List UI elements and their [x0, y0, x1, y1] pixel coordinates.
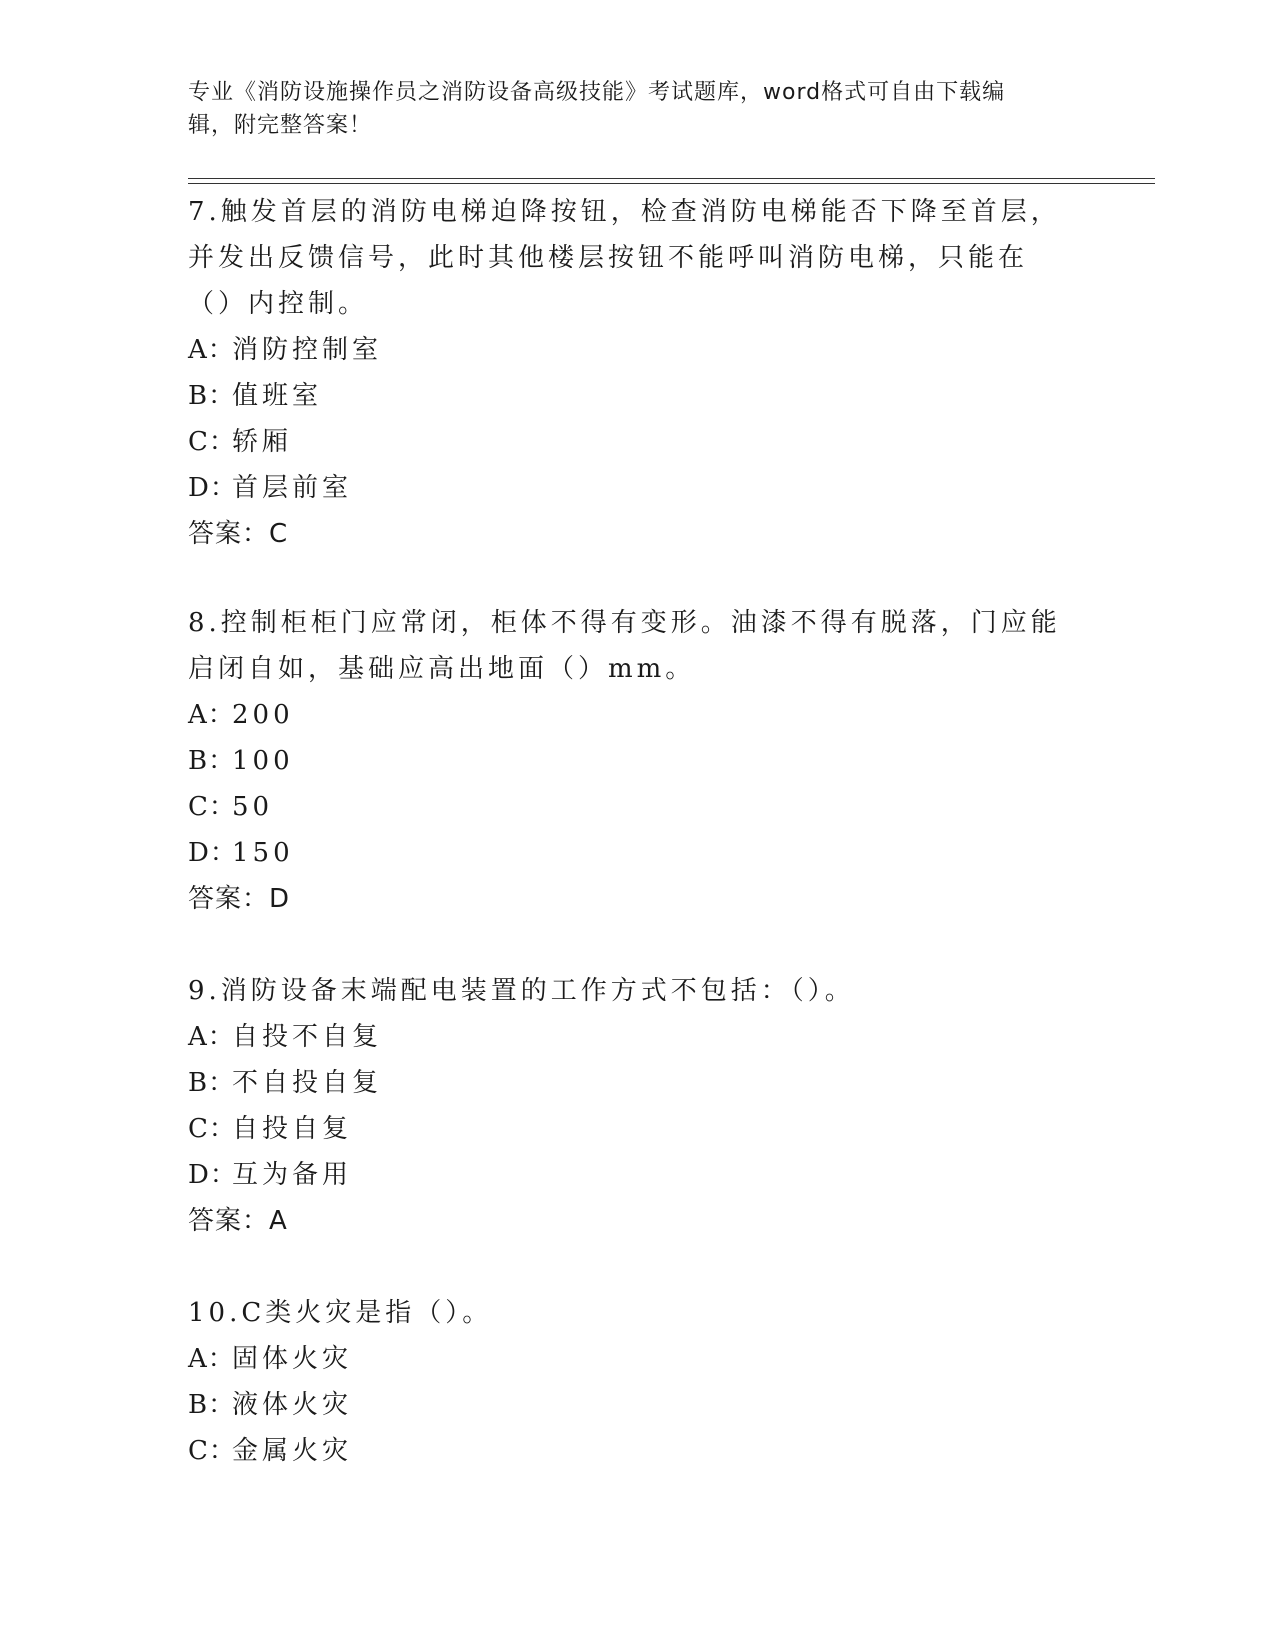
option-a	[188, 692, 1068, 738]
option-text: 200	[232, 700, 294, 730]
answer-line: 答案：D	[188, 884, 291, 914]
option-letter: C：	[188, 1114, 236, 1144]
option-a	[188, 1014, 1068, 1060]
option-a	[188, 1336, 1068, 1382]
question-8	[188, 600, 1068, 922]
option-letter: C：	[188, 792, 236, 822]
option-letter: A：	[188, 335, 235, 365]
question-stem: 10.C类火灾是指（）。	[188, 1298, 493, 1328]
option-text: 不自投自复	[232, 1068, 383, 1098]
question-stem: 9.消防设备末端配电装置的工作方式不包括：（）。	[188, 976, 855, 1006]
question-10	[188, 1290, 1068, 1474]
option-b	[188, 738, 1068, 784]
question-stem: 7.触发首层的消防电梯迫降按钮，检查消防电梯能否下降至首层，并发出反馈信号，此时其他楼层按钮不能呼叫消防电梯，只能在（）内控制。	[188, 197, 1061, 319]
option-c	[188, 1106, 1068, 1152]
option-d	[188, 1152, 1068, 1198]
option-text: 消防控制室	[232, 335, 383, 365]
option-letter: B：	[188, 381, 236, 411]
option-text: 自投不自复	[232, 1022, 383, 1052]
answer-line: 答案：A	[188, 1206, 288, 1236]
option-letter: A：	[188, 1344, 235, 1374]
option-c	[188, 784, 1068, 830]
option-b	[188, 1060, 1068, 1106]
header-line-1: 专业《消防设施操作员之消防设备高级技能》考试题库，word格式可自由下载编	[188, 80, 1006, 105]
option-text: 自投自复	[232, 1114, 353, 1144]
option-d	[188, 465, 1068, 511]
option-letter: D：	[188, 838, 237, 868]
option-letter: B：	[188, 1390, 236, 1420]
option-text: 金属火灾	[232, 1436, 353, 1466]
option-text: 150	[232, 838, 294, 868]
option-letter: D：	[188, 473, 237, 503]
option-text: 互为备用	[232, 1160, 353, 1190]
question-9	[188, 968, 1068, 1244]
option-letter: B：	[188, 1068, 236, 1098]
question-7	[188, 189, 1068, 557]
question-stem: 8.控制柜柜门应常闭，柜体不得有变形。油漆不得有脱落，门应能启闭自如，基础应高出地面（）mm。	[188, 608, 1061, 684]
header-line-2: 辑，附完整答案！	[188, 113, 373, 138]
option-text: 固体火灾	[232, 1344, 353, 1374]
option-d	[188, 830, 1068, 876]
option-letter: A：	[188, 1022, 235, 1052]
option-b	[188, 1382, 1068, 1428]
answer-line: 答案：C	[188, 519, 289, 549]
option-text: 液体火灾	[232, 1390, 353, 1420]
option-letter: A：	[188, 700, 235, 730]
option-c	[188, 419, 1068, 465]
document-header	[188, 76, 1068, 142]
option-text: 值班室	[232, 381, 323, 411]
header-divider-top	[188, 178, 1155, 179]
option-letter: D：	[188, 1160, 237, 1190]
option-letter: C：	[188, 1436, 236, 1466]
option-c	[188, 1428, 1068, 1474]
option-text: 轿厢	[232, 427, 293, 457]
header-divider-bottom	[188, 183, 1155, 184]
option-b	[188, 373, 1068, 419]
option-text: 100	[232, 746, 294, 776]
option-text: 50	[232, 792, 274, 822]
option-a	[188, 327, 1068, 373]
option-letter: B：	[188, 746, 236, 776]
option-text: 首层前室	[232, 473, 353, 503]
option-letter: C：	[188, 427, 236, 457]
